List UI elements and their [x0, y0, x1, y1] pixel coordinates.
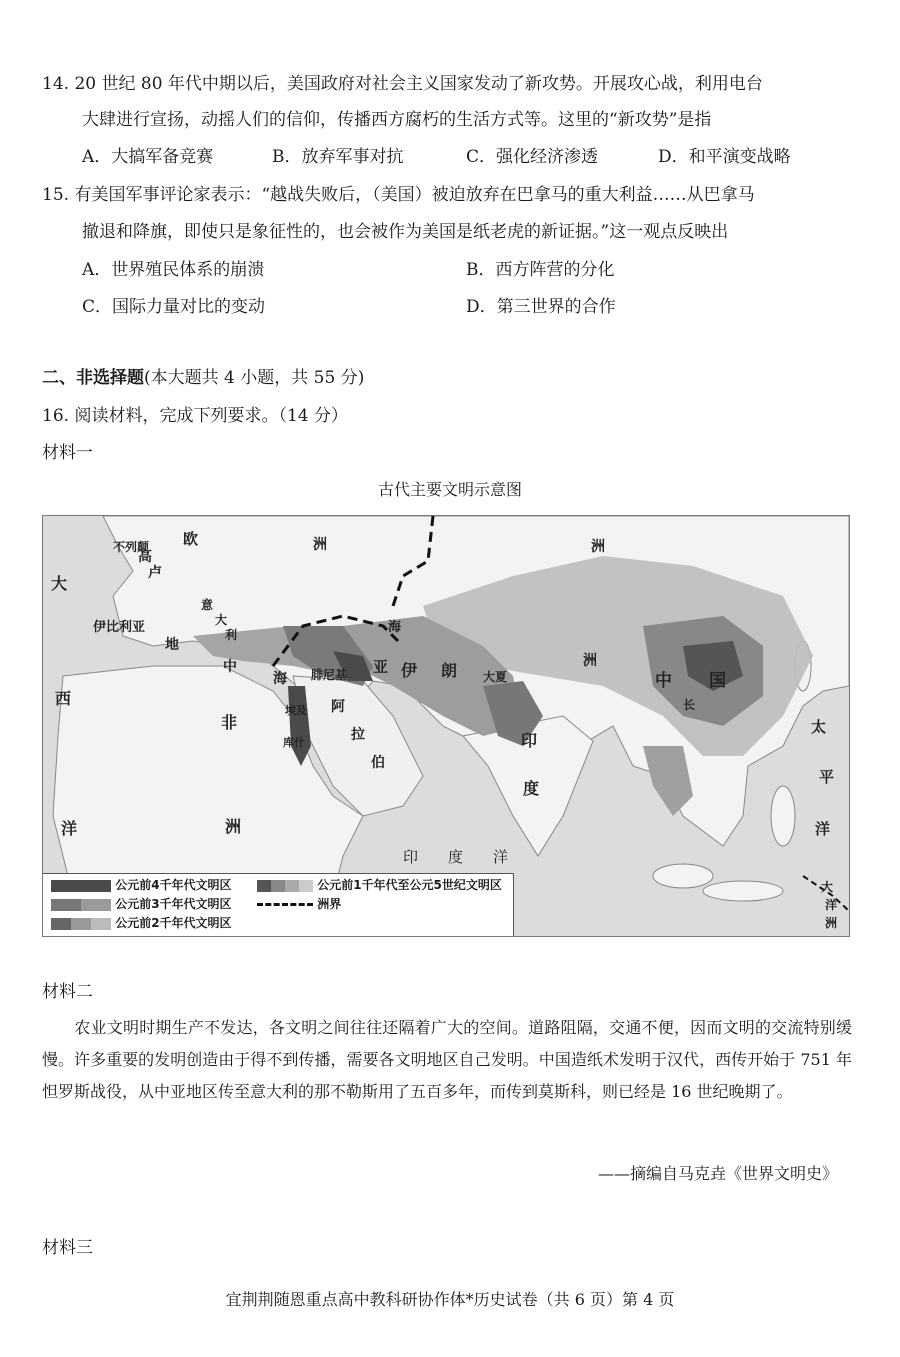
section-heading-note: (本大题共 4 小题，共 55 分) [144, 368, 365, 388]
label-atlantic-2: 西 [55, 689, 72, 708]
material3-label: 材料三 [42, 1238, 93, 1258]
legend-swatch-era2-b [71, 918, 91, 930]
q15-option-a: A．世界殖民体系的崩溃 [82, 260, 265, 280]
q14-option-b: B．放弃军事对抗 [272, 147, 404, 167]
q14-option-d: D．和平演变战略 [658, 147, 791, 167]
label-britain: 不列颠 [113, 540, 150, 554]
section-heading-title: 二、非选择题 [42, 368, 144, 388]
legend-swatch-era3-b [81, 899, 111, 911]
label-india-1: 印 [521, 731, 538, 750]
map-legend [43, 873, 514, 936]
label-med-1: 地 [165, 637, 179, 653]
q15-option-b: B．西方阵营的分化 [466, 260, 615, 280]
label-italy-2: 大 [215, 613, 228, 627]
material1-label: 材料一 [42, 443, 93, 463]
legend-swatch-era2-c [91, 918, 111, 930]
label-oceania-2: 洋 [825, 898, 838, 912]
legend-era1 [257, 877, 502, 893]
legend-label-era3: 公元前3千年代文明区 [115, 897, 232, 911]
legend-label-era4: 公元前4千年代文明区 [115, 878, 232, 892]
label-iran-1: 伊 [401, 661, 418, 680]
legend-era3 [51, 896, 232, 912]
q14-line1: 14. 20 世纪 80 年代中期以后，美国政府对社会主义国家发动了新攻势。开展攻心战，利用电台 [42, 74, 763, 94]
legend-swatch-era4 [51, 880, 111, 892]
island-1 [653, 864, 713, 888]
legend-swatch-era1-c [285, 880, 299, 892]
q15-line1: 15. 有美国军事评论家表示：“越战失败后，（美国）被迫放弃在巴拿马的重大利益……从巴拿马 [42, 185, 755, 205]
label-italy-1: 意 [201, 598, 214, 612]
q14-option-a: A．大搞军备竞赛 [82, 147, 214, 167]
label-arabia-1: 阿 [331, 699, 345, 715]
material2-source: ——摘编自马克垚《世界文明史》 [597, 1164, 838, 1183]
section-heading [42, 366, 364, 390]
label-egypt: 埃及 [285, 704, 307, 717]
label-asia-2: 洲 [583, 653, 597, 669]
label-pacific-1: 太 [811, 718, 827, 736]
label-china-2: 国 [709, 671, 726, 691]
page-footer: 宜荆荆随恩重点高中教科研协作体*历史试卷（共 6 页）第 4 页 [225, 1290, 675, 1309]
legend-label-border: 洲界 [317, 897, 342, 911]
legend-era4 [51, 877, 232, 893]
q15-option-d: D．第三世界的合作 [466, 297, 616, 317]
q15-line2: 撤退和降旗，即使只是象征性的，也会被作为美国是纸老虎的新证据。”这一观点反映出 [82, 222, 729, 242]
q14-option-c: C．强化经济渗透 [466, 147, 599, 167]
label-gaul-2: 卢 [148, 565, 162, 581]
material2-text: 农业文明时期生产不发达，各文明之间往往还隔着广大的空间。道路阻隔，交通不便，因而文明的交流特别缓慢。许多重要的发明创造由于得不到传播，需要各文明地区自己发明。中国造纸术发明于汉代，西传开始于 751 年怛罗斯战役，从中亚地区传至意大利的那不勒斯用了五百多年，而传到莫斯科，则已经是 16 世纪晚期了。 [42, 1018, 852, 1101]
label-oceania-1: 大 [821, 880, 834, 894]
legend-label-era2: 公元前2千年代文明区 [115, 916, 232, 930]
civilization-map [42, 515, 850, 937]
label-iberia: 伊比利亚 [93, 620, 146, 635]
island-3 [771, 786, 795, 846]
label-pacific-2: 平 [819, 768, 835, 786]
label-changjiang: 长 [683, 698, 696, 712]
legend-label-era1: 公元前1千年代至公元5世纪文明区 [317, 878, 502, 892]
legend-era2 [51, 915, 232, 931]
label-nubia: 库什 [283, 736, 305, 749]
label-europe-2: 洲 [313, 537, 327, 553]
label-europe-1: 欧 [183, 530, 199, 548]
label-africa-1: 非 [221, 713, 238, 732]
label-asia-1: 亚 [373, 658, 389, 676]
label-indian-ocean: 印 度 洋 [403, 848, 509, 866]
label-black-sea: 海 [388, 620, 402, 635]
label-oceania-3: 洲 [825, 916, 838, 930]
label-africa-2: 洲 [225, 817, 242, 836]
q15-option-c: C．国际力量对比的变动 [82, 297, 266, 317]
label-iran-2: 朗 [441, 661, 458, 680]
label-gaul-1: 高 [138, 549, 152, 565]
label-china-1: 中 [655, 671, 672, 691]
q16-intro: 16. 阅读材料，完成下列要求。（14 分） [42, 406, 348, 426]
legend-swatch-era1-a [257, 880, 271, 892]
legend-swatch-era1-b [271, 880, 285, 892]
label-atlantic-1: 大 [51, 574, 68, 593]
label-arabia-2: 拉 [351, 727, 365, 743]
legend-swatch-era1-d [299, 880, 313, 892]
label-pacific-3: 洋 [815, 820, 831, 838]
label-italy-3: 利 [225, 628, 238, 642]
legend-swatch-era2-a [51, 918, 71, 930]
legend-swatch-border [257, 903, 313, 906]
label-med-3: 海 [273, 671, 287, 687]
label-atlantic-3: 洋 [61, 819, 78, 838]
map-title: 古代主要文明示意图 [377, 480, 522, 499]
legend-border [257, 896, 341, 912]
label-arabia-3: 伯 [371, 755, 385, 771]
q14-line2: 大肆进行宣扬，动摇人们的信仰，传播西方腐朽的生活方式等。这里的“新攻势”是指 [82, 110, 712, 130]
label-asia-east: 洲 [591, 539, 605, 555]
label-india-2: 度 [523, 779, 540, 798]
label-bactria: 大夏 [483, 670, 508, 684]
material2-label: 材料二 [42, 982, 93, 1002]
legend-swatch-era3-a [51, 899, 81, 911]
label-palestine: 腓尼基 [311, 668, 348, 682]
label-med-2: 中 [223, 659, 237, 675]
island-2 [703, 881, 783, 901]
